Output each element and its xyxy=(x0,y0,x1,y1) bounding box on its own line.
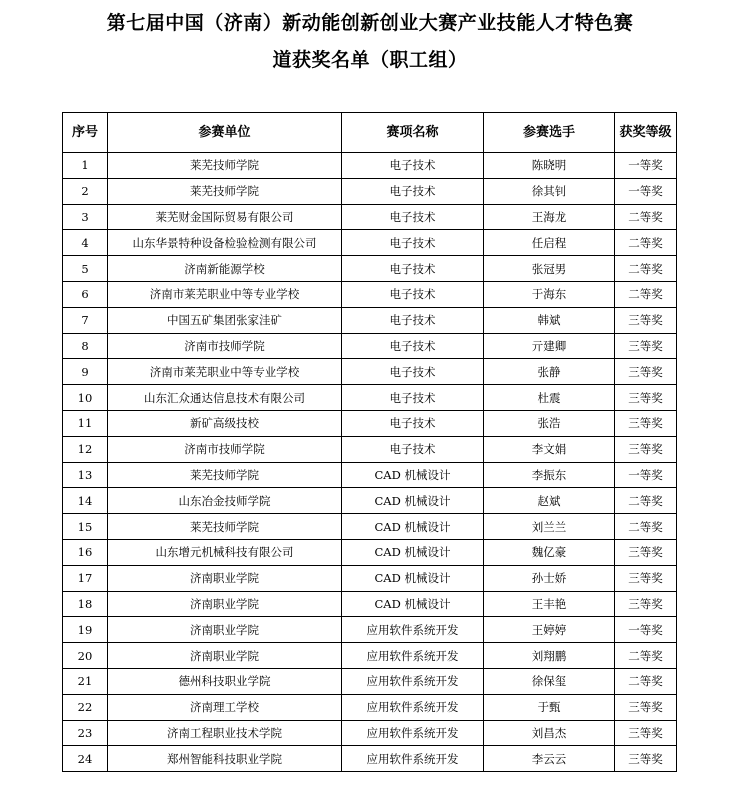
header-event: 赛项名称 xyxy=(342,113,484,153)
cell-award: 二等奖 xyxy=(615,204,677,230)
cell-unit: 济南理工学校 xyxy=(108,694,342,720)
cell-event: 应用软件系统开发 xyxy=(342,720,484,746)
cell-event: 电子技术 xyxy=(342,333,484,359)
table-row xyxy=(63,178,677,204)
cell-unit: 山东冶金技师学院 xyxy=(108,488,342,514)
cell-unit: 德州科技职业学院 xyxy=(108,668,342,694)
cell-player: 任启程 xyxy=(484,230,615,256)
cell-unit: 济南工程职业技术学院 xyxy=(108,720,342,746)
cell-event: 电子技术 xyxy=(342,230,484,256)
cell-no: 13 xyxy=(63,462,108,488)
cell-event: 电子技术 xyxy=(342,410,484,436)
cell-award: 三等奖 xyxy=(615,539,677,565)
table-row xyxy=(63,488,677,514)
cell-unit: 莱芜技师学院 xyxy=(108,153,342,179)
cell-event: 电子技术 xyxy=(342,178,484,204)
cell-award: 一等奖 xyxy=(615,617,677,643)
cell-award: 三等奖 xyxy=(615,333,677,359)
table-row xyxy=(63,256,677,282)
cell-no: 21 xyxy=(63,668,108,694)
cell-event: CAD 机械设计 xyxy=(342,488,484,514)
cell-award: 三等奖 xyxy=(615,436,677,462)
header-no: 序号 xyxy=(63,113,108,153)
cell-no: 9 xyxy=(63,359,108,385)
cell-unit: 济南职业学院 xyxy=(108,617,342,643)
cell-player: 李云云 xyxy=(484,746,615,772)
cell-award: 二等奖 xyxy=(615,643,677,669)
table-row xyxy=(63,359,677,385)
cell-event: 应用软件系统开发 xyxy=(342,694,484,720)
cell-player: 张静 xyxy=(484,359,615,385)
cell-no: 3 xyxy=(63,204,108,230)
cell-no: 11 xyxy=(63,410,108,436)
award-table xyxy=(62,112,677,772)
cell-no: 10 xyxy=(63,385,108,411)
cell-award: 三等奖 xyxy=(615,746,677,772)
cell-player: 王海龙 xyxy=(484,204,615,230)
cell-unit: 新矿高级技校 xyxy=(108,410,342,436)
cell-unit: 莱芜财金国际贸易有限公司 xyxy=(108,204,342,230)
cell-award: 一等奖 xyxy=(615,178,677,204)
cell-award: 三等奖 xyxy=(615,385,677,411)
cell-unit: 济南职业学院 xyxy=(108,643,342,669)
cell-event: CAD 机械设计 xyxy=(342,462,484,488)
cell-unit: 郑州智能科技职业学院 xyxy=(108,746,342,772)
cell-award: 二等奖 xyxy=(615,230,677,256)
table-row xyxy=(63,385,677,411)
table-row xyxy=(63,668,677,694)
document-title-line-1: 第七届中国（济南）新动能创新创业大赛产业技能人才特色赛 xyxy=(106,12,634,34)
cell-player: 魏亿豪 xyxy=(484,539,615,565)
cell-no: 8 xyxy=(63,333,108,359)
table-row xyxy=(63,617,677,643)
cell-no: 23 xyxy=(63,720,108,746)
cell-event: 电子技术 xyxy=(342,436,484,462)
cell-player: 徐保玺 xyxy=(484,668,615,694)
cell-event: 电子技术 xyxy=(342,204,484,230)
cell-player: 王婷婷 xyxy=(484,617,615,643)
cell-award: 二等奖 xyxy=(615,514,677,540)
cell-event: 电子技术 xyxy=(342,281,484,307)
cell-event: CAD 机械设计 xyxy=(342,539,484,565)
cell-player: 杜震 xyxy=(484,385,615,411)
cell-no: 16 xyxy=(63,539,108,565)
cell-no: 19 xyxy=(63,617,108,643)
cell-award: 一等奖 xyxy=(615,153,677,179)
cell-player: 陈晓明 xyxy=(484,153,615,179)
cell-event: CAD 机械设计 xyxy=(342,591,484,617)
cell-player: 张浩 xyxy=(484,410,615,436)
cell-unit: 济南职业学院 xyxy=(108,565,342,591)
cell-no: 6 xyxy=(63,281,108,307)
cell-unit: 济南市技师学院 xyxy=(108,333,342,359)
cell-event: 电子技术 xyxy=(342,256,484,282)
cell-unit: 济南市莱芜职业中等专业学校 xyxy=(108,359,342,385)
cell-player: 亓建卿 xyxy=(484,333,615,359)
cell-event: 应用软件系统开发 xyxy=(342,746,484,772)
table-row xyxy=(63,410,677,436)
table-row xyxy=(63,333,677,359)
cell-award: 三等奖 xyxy=(615,307,677,333)
cell-award: 三等奖 xyxy=(615,359,677,385)
header-unit: 参赛单位 xyxy=(108,113,342,153)
table-row xyxy=(63,204,677,230)
cell-no: 5 xyxy=(63,256,108,282)
cell-event: 应用软件系统开发 xyxy=(342,643,484,669)
cell-unit: 中国五矿集团张家洼矿 xyxy=(108,307,342,333)
cell-award: 三等奖 xyxy=(615,565,677,591)
cell-no: 24 xyxy=(63,746,108,772)
cell-award: 二等奖 xyxy=(615,281,677,307)
table-row xyxy=(63,307,677,333)
cell-unit: 莱芜技师学院 xyxy=(108,178,342,204)
cell-award: 三等奖 xyxy=(615,410,677,436)
cell-player: 王丰艳 xyxy=(484,591,615,617)
cell-player: 李振东 xyxy=(484,462,615,488)
cell-event: 应用软件系统开发 xyxy=(342,668,484,694)
document-title-line-2: 道获奖名单（职工组） xyxy=(272,49,468,71)
table-row xyxy=(63,746,677,772)
cell-event: CAD 机械设计 xyxy=(342,565,484,591)
cell-event: 电子技术 xyxy=(342,153,484,179)
cell-player: 张冠男 xyxy=(484,256,615,282)
header-player: 参赛选手 xyxy=(484,113,615,153)
cell-award: 三等奖 xyxy=(615,591,677,617)
table-row xyxy=(63,153,677,179)
cell-unit: 济南职业学院 xyxy=(108,591,342,617)
cell-award: 三等奖 xyxy=(615,720,677,746)
table-row xyxy=(63,462,677,488)
cell-no: 1 xyxy=(63,153,108,179)
cell-player: 李文娟 xyxy=(484,436,615,462)
table-row xyxy=(63,514,677,540)
cell-player: 赵斌 xyxy=(484,488,615,514)
cell-event: CAD 机械设计 xyxy=(342,514,484,540)
cell-event: 电子技术 xyxy=(342,385,484,411)
header-award: 获奖等级 xyxy=(615,113,677,153)
cell-player: 刘翔鹏 xyxy=(484,643,615,669)
cell-no: 17 xyxy=(63,565,108,591)
cell-no: 7 xyxy=(63,307,108,333)
cell-award: 二等奖 xyxy=(615,488,677,514)
cell-player: 孙士娇 xyxy=(484,565,615,591)
table-row xyxy=(63,281,677,307)
cell-no: 18 xyxy=(63,591,108,617)
cell-unit: 山东华景特种设备检验检测有限公司 xyxy=(108,230,342,256)
table-row xyxy=(63,539,677,565)
cell-unit: 济南市莱芜职业中等专业学校 xyxy=(108,281,342,307)
cell-unit: 山东汇众通达信息技术有限公司 xyxy=(108,385,342,411)
cell-award: 一等奖 xyxy=(615,462,677,488)
cell-player: 徐其钊 xyxy=(484,178,615,204)
table-header-row xyxy=(63,113,677,153)
cell-event: 电子技术 xyxy=(342,307,484,333)
cell-no: 15 xyxy=(63,514,108,540)
table-row xyxy=(63,436,677,462)
cell-player: 刘昌杰 xyxy=(484,720,615,746)
cell-unit: 莱芜技师学院 xyxy=(108,462,342,488)
cell-player: 韩斌 xyxy=(484,307,615,333)
cell-unit: 济南市技师学院 xyxy=(108,436,342,462)
cell-award: 三等奖 xyxy=(615,694,677,720)
cell-player: 于甄 xyxy=(484,694,615,720)
cell-player: 于海东 xyxy=(484,281,615,307)
cell-no: 2 xyxy=(63,178,108,204)
cell-event: 应用软件系统开发 xyxy=(342,617,484,643)
table-row xyxy=(63,565,677,591)
cell-no: 12 xyxy=(63,436,108,462)
cell-award: 二等奖 xyxy=(615,256,677,282)
table-row xyxy=(63,720,677,746)
cell-no: 14 xyxy=(63,488,108,514)
cell-no: 20 xyxy=(63,643,108,669)
cell-no: 22 xyxy=(63,694,108,720)
cell-unit: 山东增元机械科技有限公司 xyxy=(108,539,342,565)
cell-award: 二等奖 xyxy=(615,668,677,694)
cell-event: 电子技术 xyxy=(342,359,484,385)
table-row xyxy=(63,643,677,669)
table-row xyxy=(63,230,677,256)
table-row xyxy=(63,591,677,617)
cell-unit: 济南新能源学校 xyxy=(108,256,342,282)
cell-no: 4 xyxy=(63,230,108,256)
table-row xyxy=(63,694,677,720)
cell-player: 刘兰兰 xyxy=(484,514,615,540)
cell-unit: 莱芜技师学院 xyxy=(108,514,342,540)
